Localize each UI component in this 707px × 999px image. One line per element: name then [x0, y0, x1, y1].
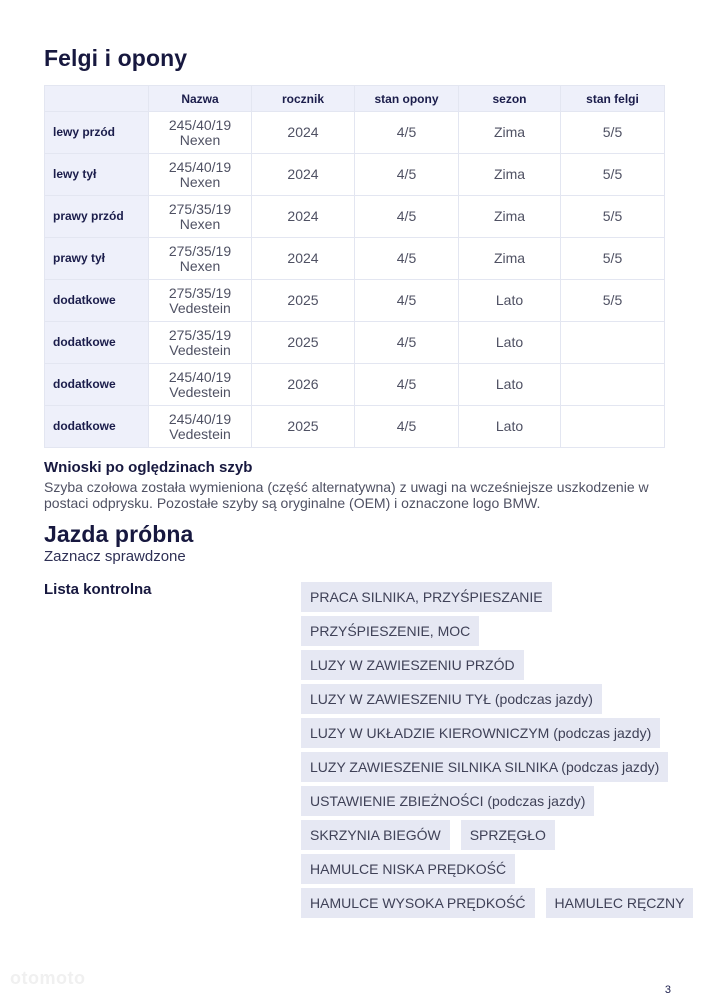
- checklist-chip[interactable]: SPRZĘGŁO: [461, 820, 555, 850]
- checklist-chip[interactable]: HAMULEC RĘCZNY: [546, 888, 694, 918]
- tire-name-cell: 245/40/19 Nexen: [149, 154, 252, 196]
- rim-condition-cell: 5/5: [561, 196, 665, 238]
- rim-condition-cell: 5/5: [561, 154, 665, 196]
- tire-name-cell: 245/40/19 Vedestein: [149, 406, 252, 448]
- tire-condition-cell: 4/5: [355, 280, 459, 322]
- tire-name-cell: 275/35/19 Nexen: [149, 238, 252, 280]
- tire-condition-cell: 4/5: [355, 112, 459, 154]
- year-cell: 2024: [252, 196, 355, 238]
- table-row: [45, 322, 665, 364]
- year-cell: 2025: [252, 280, 355, 322]
- checklist-row: [301, 854, 671, 884]
- year-cell: 2024: [252, 112, 355, 154]
- rim-condition-cell: [561, 322, 665, 364]
- year-cell: 2026: [252, 364, 355, 406]
- tire-condition-cell: 4/5: [355, 364, 459, 406]
- table-header-cell: rocznik: [252, 86, 355, 112]
- table-header-cell: Nazwa: [149, 86, 252, 112]
- season-cell: Lato: [459, 364, 561, 406]
- table-header-cell: stan felgi: [561, 86, 665, 112]
- row-label: dodatkowe: [45, 280, 149, 322]
- tire-name-cell: 275/35/19 Vedestein: [149, 322, 252, 364]
- checklist-row: [301, 650, 671, 680]
- checklist-row: [301, 888, 685, 918]
- tire-condition-cell: 4/5: [355, 322, 459, 364]
- checklist-chip[interactable]: SKRZYNIA BIEGÓW: [301, 820, 450, 850]
- rim-condition-cell: 5/5: [561, 280, 665, 322]
- table-header-cell: sezon: [459, 86, 561, 112]
- table-row: [45, 406, 665, 448]
- tire-name-cell: 245/40/19 Vedestein: [149, 364, 252, 406]
- season-cell: Zima: [459, 112, 561, 154]
- rim-condition-cell: [561, 406, 665, 448]
- season-cell: Lato: [459, 280, 561, 322]
- tire-condition-cell: 4/5: [355, 406, 459, 448]
- tire-name-cell: 275/35/19 Vedestein: [149, 280, 252, 322]
- tire-name-cell: 245/40/19 Nexen: [149, 112, 252, 154]
- year-cell: 2025: [252, 322, 355, 364]
- checklist-chip[interactable]: USTAWIENIE ZBIEŻNOŚCI (podczas jazdy): [301, 786, 594, 816]
- season-cell: Zima: [459, 154, 561, 196]
- tire-condition-cell: 4/5: [355, 238, 459, 280]
- table-row: [45, 280, 665, 322]
- table-row: [45, 238, 665, 280]
- row-label: dodatkowe: [45, 364, 149, 406]
- checklist-row: [301, 616, 671, 646]
- tire-name-cell: 275/35/19 Nexen: [149, 196, 252, 238]
- section-title-jazda: Jazda próbna: [44, 521, 194, 547]
- table-header-row: [45, 86, 665, 112]
- checklist-chip[interactable]: LUZY W ZAWIESZENIU PRZÓD: [301, 650, 524, 680]
- rim-condition-cell: 5/5: [561, 238, 665, 280]
- glass-conclusions-text: Szyba czołowa została wymieniona (część alternatywna) z uwagi na wcześniejsze uszkodzenie w postaci odprysku. Pozostałe szyby są oryginalne (OEM) i oznaczone logo BMW.: [44, 479, 649, 511]
- table-row: [45, 196, 665, 238]
- checklist-chip[interactable]: LUZY W ZAWIESZENIU TYŁ (podczas jazdy): [301, 684, 602, 714]
- section-title-felgi: Felgi i opony: [44, 45, 188, 71]
- season-cell: Lato: [459, 406, 561, 448]
- year-cell: 2025: [252, 406, 355, 448]
- checklist-row: [301, 684, 671, 714]
- checklist-row: [301, 752, 671, 782]
- checklist-chip[interactable]: PRZYŚPIESZENIE, MOC: [301, 616, 479, 646]
- rim-condition-cell: [561, 364, 665, 406]
- table-row: [45, 154, 665, 196]
- year-cell: 2024: [252, 238, 355, 280]
- glass-conclusions-title: Wnioski po oględzinach szyb: [44, 459, 253, 476]
- row-label: prawy przód: [45, 196, 149, 238]
- checklist-chip[interactable]: LUZY ZAWIESZENIE SILNIKA SILNIKA (podczas jazdy): [301, 752, 668, 782]
- checklist-chip[interactable]: HAMULCE NISKA PRĘDKOŚĆ: [301, 854, 515, 884]
- row-label: lewy przód: [45, 112, 149, 154]
- checklist-row: [301, 582, 671, 612]
- tire-condition-cell: 4/5: [355, 196, 459, 238]
- watermark-logo: otomoto: [10, 968, 86, 988]
- row-label: prawy tył: [45, 238, 149, 280]
- section-subtitle: Zaznacz sprawdzone: [44, 548, 186, 565]
- table-header-cell: [45, 86, 149, 112]
- checklist-label: Lista kontrolna: [44, 581, 152, 598]
- checklist-row: [301, 718, 671, 748]
- row-label: lewy tył: [45, 154, 149, 196]
- row-label: dodatkowe: [45, 406, 149, 448]
- checklist-chip[interactable]: LUZY W UKŁADZIE KIEROWNICZYM (podczas jazdy): [301, 718, 660, 748]
- tire-condition-cell: 4/5: [355, 154, 459, 196]
- season-cell: Zima: [459, 238, 561, 280]
- year-cell: 2024: [252, 154, 355, 196]
- season-cell: Lato: [459, 322, 561, 364]
- checklist-chip[interactable]: HAMULCE WYSOKA PRĘDKOŚĆ: [301, 888, 535, 918]
- row-label: dodatkowe: [45, 322, 149, 364]
- rim-condition-cell: 5/5: [561, 112, 665, 154]
- checklist-chips: [301, 582, 685, 922]
- table-header-cell: stan opony: [355, 86, 459, 112]
- season-cell: Zima: [459, 196, 561, 238]
- table-row: [45, 364, 665, 406]
- checklist-chip[interactable]: PRACA SILNIKA, PRZYŚPIESZANIE: [301, 582, 552, 612]
- tires-table: [44, 85, 665, 448]
- checklist-row: [301, 786, 671, 816]
- checklist-row: [301, 820, 671, 850]
- table-row: [45, 112, 665, 154]
- page-number: 3: [664, 984, 671, 996]
